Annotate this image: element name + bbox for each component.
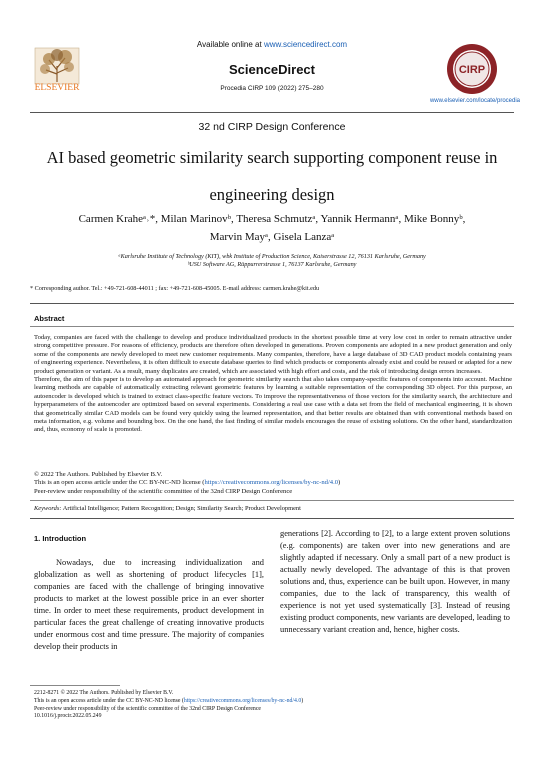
title-line-1: AI based geometric similarity search supporting component reuse in — [46, 148, 498, 167]
footer-issn: 2212-8271 © 2022 The Authors. Published by Elsevier B.V. — [34, 690, 174, 696]
footer-block — [34, 690, 514, 721]
abstract-heading: Abstract — [34, 314, 65, 323]
copyright-line: © 2022 The Authors. Published by Elsevier B.V. — [34, 471, 163, 478]
license-link[interactable]: https://creativecommons.org/licenses/by-nc-nd/4.0 — [204, 479, 339, 487]
journal-url[interactable]: www.elsevier.com/locate/procedia — [429, 98, 520, 104]
authors-line-2: Marvin Mayᵃ, Gisela Lanzaᵃ — [209, 231, 335, 243]
section-heading-introduction: 1. Introduction — [34, 534, 87, 543]
column-right — [280, 528, 510, 636]
abstract-top-rule — [30, 303, 514, 304]
footer-license-prefix: This is an open access article under the CC BY-NC-ND license ( — [34, 697, 184, 704]
affiliation-b: ᵇUSU Software AG, Rüppurrerstrasse 1, 76137 Karlsruhe, Germany — [187, 261, 357, 268]
author-list — [40, 210, 504, 246]
license-suffix: ) — [338, 479, 341, 487]
abstract-heading-rule — [30, 326, 514, 327]
footer-doi[interactable]: 10.1016/j.procir.2022.05.249 — [34, 713, 102, 720]
copyright-block — [34, 471, 512, 496]
journal-reference: Procedia CIRP 109 (2022) 275–280 — [220, 85, 324, 92]
availability-prefix: Available online at — [196, 40, 264, 49]
platform-title: ScienceDirect — [229, 62, 315, 77]
footer-license-suffix: ) — [301, 697, 304, 704]
footer-peer-review: Peer-review under responsibility of the scientific committee of the 32nd CIRP Design Conference — [34, 705, 261, 712]
abstract-body — [34, 334, 512, 435]
license-prefix: This is an open access article under the CC BY-NC-ND license ( — [34, 479, 205, 487]
footer-rule — [30, 685, 120, 686]
header-rule — [30, 112, 514, 113]
keywords-rule — [30, 500, 514, 501]
intro-paragraph-right: generations [2]. According to [2], to a large extent proven solutions (e.g. components) are taken over into new generations and are slightly adapted if necessary. Only a small part of a new product is actually newly developed. The advantage of this is that proven solutions and, thus, experience can be built upon. However, in many companies, due to the lack of transparency, this wealth of experience is not yet used systematically [3]. Instead of reusing existing product components, new variants are developed, leading to unnecessary variant creation and, hence, higher costs. — [280, 529, 510, 634]
sciencedirect-link[interactable]: www.sciencedirect.com — [263, 40, 348, 49]
peer-review-line: Peer-review under responsibility of the scientific committee of the 32nd CIRP Design Conference — [34, 487, 293, 495]
authors-line-1: Carmen Kraheᵃ˒*, Milan Marinovᵇ, Theresa Schmutzᵃ, Yannik Hermannᵃ, Mike Bonnyᵇ, — [78, 213, 466, 225]
publisher-name: ELSEVIER — [34, 83, 80, 93]
corresponding-author: * Corresponding author. Tel.: +49-721-608-44011 ; fax: +49-721-608-45005. E-mail address: carmen.krahe@kit.edu — [30, 285, 320, 292]
conference-name: 32 nd CIRP Design Conference — [198, 121, 346, 133]
footer-license — [34, 698, 514, 706]
abstract-paragraph-1: Today, companies are faced with the challenge to develop and produce individualized products in the shortest possible time at very low cost in order to remain attractive under strong competitive pressure. For reasons of efficiency, products are therefore often developed in generations. Proven components are adopted in a new product generation and only some of the components are newly developed to meet new customer requirements. Many companies, therefore, have a large database of 3D CAD product models containing years of engineering experience. Nevertheless, it is often difficult to execute database queries to find which products or components already exist and could be reused or adapted for a new product generation or variant. As a result, many duplicates are created, which are associated with high effort and costs, and the risk of introducing design errors increases. — [34, 334, 512, 375]
column-left — [34, 557, 264, 653]
body-top-rule — [30, 518, 514, 519]
affiliations — [40, 253, 504, 269]
cirp-logo — [446, 43, 498, 95]
abstract-paragraph-2: Therefore, the aim of this paper is to develop an automated approach for geometric similarity search that also takes company-specific features of components into account. Machine learning methods are capable of automatically extracting relevant geometric features by learning a suitable representation of the corresponding 3D object. For this purpose, an autoencoder is developed which is trained to extract class-specific feature vectors. To improve the representativeness of those vectors for the similarity search, the architecture and hyperparameters of the autoencoder are optimized based on several experiments. Considering a real use case with a data set from the field of mechanical engineering, it is shown that geometrically similar CAD models can be found very quickly using the learned representation, and that better results are obtained than with conventional methods based on meta information, e.g. volume and bounding box. On the one hand, the fast finding of similar models encourages the reuse of existing solutions. On the other hand, standardization and, thus, economy of scale is promoted. — [34, 376, 512, 434]
license-line — [34, 479, 512, 487]
intro-paragraph-left: Nowadays, due to increasing individualization and globalization as well as shortening of product lifecycles [1], companies are faced with the challenge of bringing innovative products to market at the lowest possible price in an ever shorter time. In order to meet these requirements, product development in particular faces the great challenge of creating innovative products under enormous cost and time pressure. The majority of companies develop their products in — [34, 558, 264, 651]
affiliation-a: ᵃKarlsruhe Institute of Technology (KIT), wbk Institute of Production Science, Kaiserstrasse 12, 76131 Karlsruhe, Germany — [118, 253, 426, 260]
keywords-list: Artificial Intelligence; Pattern Recognition; Design; Similarity Search; Product Development — [62, 505, 301, 512]
footer-license-link[interactable]: https://creativecommons.org/licenses/by-nc-nd/4.0 — [183, 697, 302, 704]
keywords-line — [34, 505, 512, 512]
keywords-label: Keywords: — [34, 505, 62, 512]
cirp-logo-text: CIRP — [458, 64, 486, 76]
title-line-2: engineering design — [209, 185, 335, 204]
paper-title — [40, 143, 504, 209]
